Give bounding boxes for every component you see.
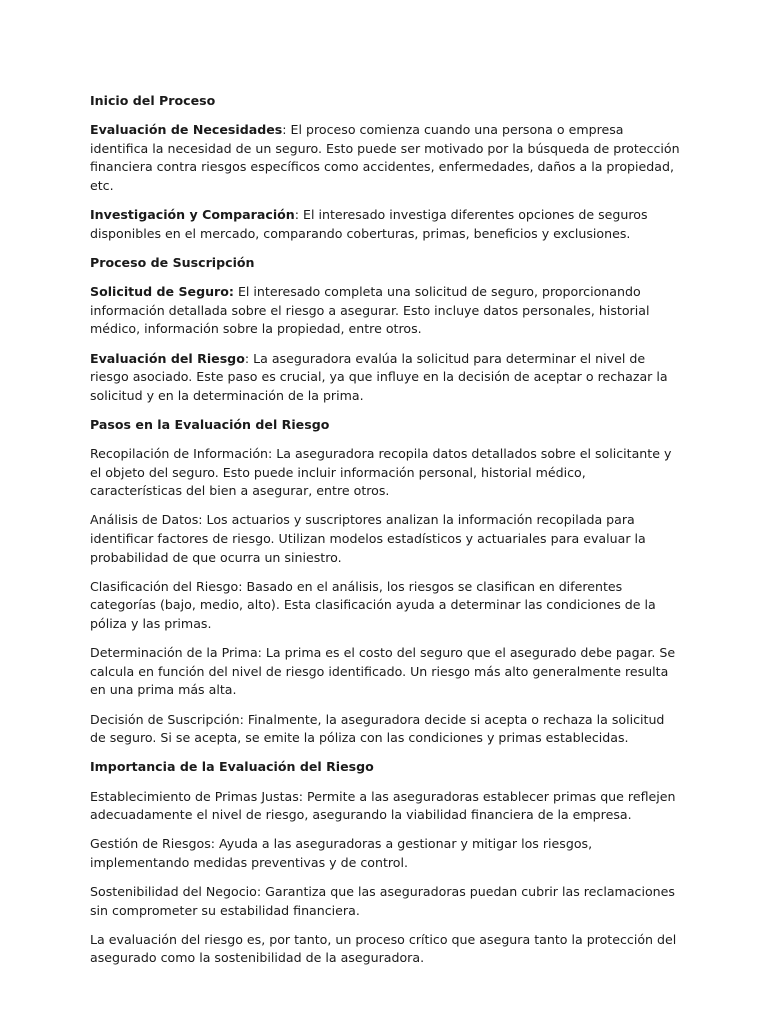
paragraph-investigacion-comparacion — [90, 206, 680, 243]
paragraph-text: El interesado completa una solicitud de seguro, proporcionando información detallada sobre el riesgo a asegurar. Esto incluye datos personales, historial médico, información sobre la propiedad, entre otros. — [90, 284, 650, 337]
term-evaluacion-riesgo: Evaluación del Riesgo — [90, 350, 245, 366]
section-heading-inicio: Inicio del Proceso — [90, 93, 216, 108]
paragraph-conclusion: La evaluación del riesgo es, por tanto, un proceso crítico que asegura tanto la protección del asegurado como la sostenibilidad de la aseguradora. — [90, 931, 677, 966]
paragraph-primas-justas: Establecimiento de Primas Justas: Permite a las aseguradoras establecer primas que reflejen adecuadamente el nivel de riesgo, asegurando la viabilidad financiera de la empresa. — [90, 788, 676, 823]
paragraph-clasificacion: Clasificación del Riesgo: Basado en el análisis, los riesgos se clasifican en diferentes categorías (bajo, medio, alto). Esta clasificación ayuda a determinar las condiciones de la póliza y las primas. — [90, 578, 656, 631]
paragraph-text: : La aseguradora evalúa la solicitud para determinar el nivel de riesgo asociado. Este paso es crucial, ya que influye en la decisión de aceptar o rechazar la solicitud y en la determinación de la prima. — [90, 350, 668, 403]
section-heading-pasos: Pasos en la Evaluación del Riesgo — [90, 416, 330, 432]
paragraph-evaluacion-necesidades — [90, 121, 680, 195]
term-solicitud-seguro: Solicitud de Seguro: — [90, 284, 234, 300]
term-investigacion-comparacion: Investigación y Comparación — [90, 207, 295, 223]
section-heading-suscripcion: Proceso de Suscripción — [90, 254, 255, 270]
paragraph-analisis: Análisis de Datos: Los actuarios y suscriptores analizan la información recopilada para identificar factores de riesgo. Utilizan modelos estadísticos y actuariales para evaluar la probabilidad de que ocurra un siniestro. — [90, 512, 646, 565]
paragraph-gestion-riesgos: Gestión de Riesgos: Ayuda a las aseguradoras a gestionar y mitigar los riesgos, implementando medidas preventivas y de control. — [90, 836, 593, 870]
paragraph-decision-suscripcion: Decisión de Suscripción: Finalmente, la aseguradora decide si acepta o rechaza la solicitud de seguro. Si se acepta, se emite la póliza con las condiciones y primas establecidas. — [90, 711, 665, 746]
paragraph-sostenibilidad: Sostenibilidad del Negocio: Garantiza que las aseguradoras puedan cubrir las reclamaciones sin comprometer su estabilidad financiera. — [90, 884, 675, 918]
paragraph-solicitud-seguro — [90, 283, 680, 339]
paragraph-recopilacion: Recopilación de Información: La aseguradora recopila datos detallados sobre el solicitante y el objeto del seguro. Esto puede incluir información personal, historial médico, características del bien a asegurar, entre otros. — [90, 446, 672, 499]
section-heading-importancia: Importancia de la Evaluación del Riesgo — [90, 759, 374, 775]
paragraph-text: : El proceso comienza cuando una persona o empresa identifica la necesidad de un seguro. Esto puede ser motivado por la búsqueda de protección financiera contra riesgos específicos como accidentes, enfermedades, daños a la propiedad, etc. — [90, 122, 680, 193]
paragraph-text: : El interesado investiga diferentes opciones de seguros disponibles en el mercado, comparando coberturas, primas, beneficios y exclusiones. — [90, 207, 648, 241]
paragraph-determinacion-prima: Determinación de la Prima: La prima es el costo del seguro que el asegurado debe pagar. Se calcula en función del nivel de riesgo identificado. Un riesgo más alto generalmente resulta en una prima más alta. — [90, 645, 676, 698]
paragraph-evaluacion-riesgo — [90, 350, 680, 406]
document-body — [90, 92, 680, 979]
term-evaluacion-necesidades: Evaluación de Necesidades — [90, 122, 283, 138]
